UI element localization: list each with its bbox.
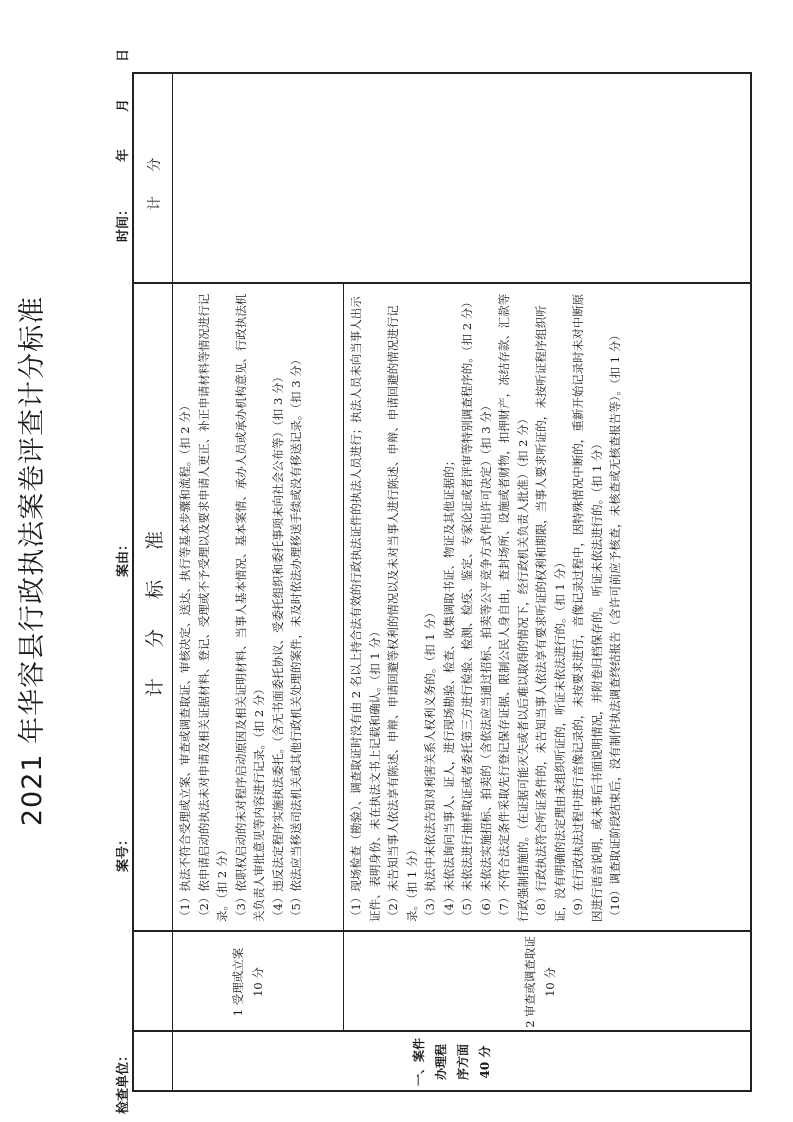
category-line-3: 序方面: [456, 1044, 470, 1081]
day-label: 日: [116, 48, 131, 62]
section-2-item-9: （9）在行政执法过程中进行音像记录的，未按要求进行，音像记录过程中，因特殊情况中断的，重新开始记录时未对中断原因进行语音说明，或未事后书面说明情况，并附卷归档保存的。 听证未依法进行的。（扣 1 分）: [571, 293, 604, 922]
section-2-item-10: （10）调查取证阶段结束后，没有制作执法调查终结报告（含许可前应予核查，未核查或无核查报告等）。（扣 1 分）: [608, 329, 622, 922]
score-header: 计 分: [147, 147, 163, 211]
section-1-item-2: （2）依申请启动的执法未对申请及相关证据材料、登记、受理或不予受理以及要求申请人更正、补正申请材料等情况进行记录。（扣 2 分）: [196, 293, 229, 922]
document-title: 2021 年华容县行政执法案卷评查计分标准: [17, 295, 48, 827]
case-name-label: 案由：: [116, 537, 131, 577]
section-1-item-1: （1）执法不符合受理或立案、审查或调查取证、审核决定、送达、执行等基本步骤和流程。（扣 2 分）: [178, 399, 192, 922]
section-2-item-4: （4）未依法询问当事人、证人，进行现场勘验、检查、收集调取书证、物证及其他证据的；: [441, 454, 456, 922]
section-2-item-5: （5）未依法进行抽样取证或者委托第三方进行检验、检测、检疫、鉴定、专家论证或者评审等特别调查程序的。（扣 2 分）: [460, 296, 474, 922]
time-label: 时间：: [116, 202, 131, 242]
section-2-cell: [520, 934, 560, 1030]
month-label: 月: [116, 98, 131, 112]
year-label: 年: [116, 148, 131, 162]
section-2-points: 10 分: [543, 967, 557, 997]
category-line-4: 40 分: [478, 1045, 492, 1079]
section-1-items: [176, 292, 306, 922]
inspection-unit-label: 检查单位：: [116, 1048, 131, 1114]
section-1-item-4: （4）违反法定程序实施执法委托。（含无书面委托协议、受委托组织和委托事项未向社会公布等）（扣 3 分）: [270, 371, 285, 922]
section-2-name: 2 审查或调查取证: [523, 936, 537, 1028]
section-1-name: 1 受理或立案: [231, 947, 245, 1017]
case-number-label: 案号：: [116, 832, 131, 872]
section-2-item-7: （7）不符合法定条件采取先行登记保存证据、限制公民人身自由，查封场所、设施或者财物，扣押财产，冻结存款、汇款等行政强制措施的。（在证据可能灭失或者以后难以取得的情况下，经行政机关负责人批准）（扣 2 分）: [497, 293, 530, 922]
section-2-items: [347, 292, 625, 922]
section-1-item-3: （3）依职权启动的未对程序启动原因及相关证明材料、当事人基本情况、基本案情、承办人员或承办机构意见、行政执法机关负责人审批意见等内容进行记录。（扣 2 分）: [233, 293, 266, 922]
category-line-2: 办理程: [434, 1044, 448, 1081]
category-line-1: 一、案件: [412, 1038, 426, 1087]
section-1-item-5: （5）依法应当移送司法机关或其他行政机关处理的案件，未及时依法办理移送手续或没有移送记录。（扣 3 分）: [289, 353, 303, 922]
section-2-item-2: （2）未告知当事人依法享有陈述、申辩、申请回避等权利的情况以及未对当事人进行陈述、申辩、申请回避的情况进行记录。（扣 1 分）: [386, 305, 419, 922]
section-2-item-1: （1）现场检查（勘验）、调查取证时没有由 2 名以上持合法有效的行政执法证件的执法人员进行；执法人员未向当事人出示证件、表明身份、未在执法文书上记载和确认。（扣 1 分）: [349, 296, 382, 922]
section-1-cell: [228, 934, 268, 1030]
section-2-item-3: （3）执法中未依法告知对利害关系人权利义务的。（扣 1 分）: [423, 606, 437, 922]
category-cell: [408, 1033, 496, 1091]
section-2-item-6: （6）未依法实施招标、拍卖的（含依法应当通过招标、拍卖等公平竞争方式作出许可决定）（扣 3 分）: [478, 399, 493, 922]
section-1-points: 10 分: [251, 967, 265, 997]
section-2-item-8: （8）行政执法符合听证条件的，未告知当事人依法享有要求听证的权利和期限，当事人要求听证的，未按听证程序组织听证，没有明确的法定理由未组织听证的，听证未依法进行的。（扣 1 分）: [534, 305, 567, 922]
standard-header: 计 分 标 准: [144, 518, 166, 698]
